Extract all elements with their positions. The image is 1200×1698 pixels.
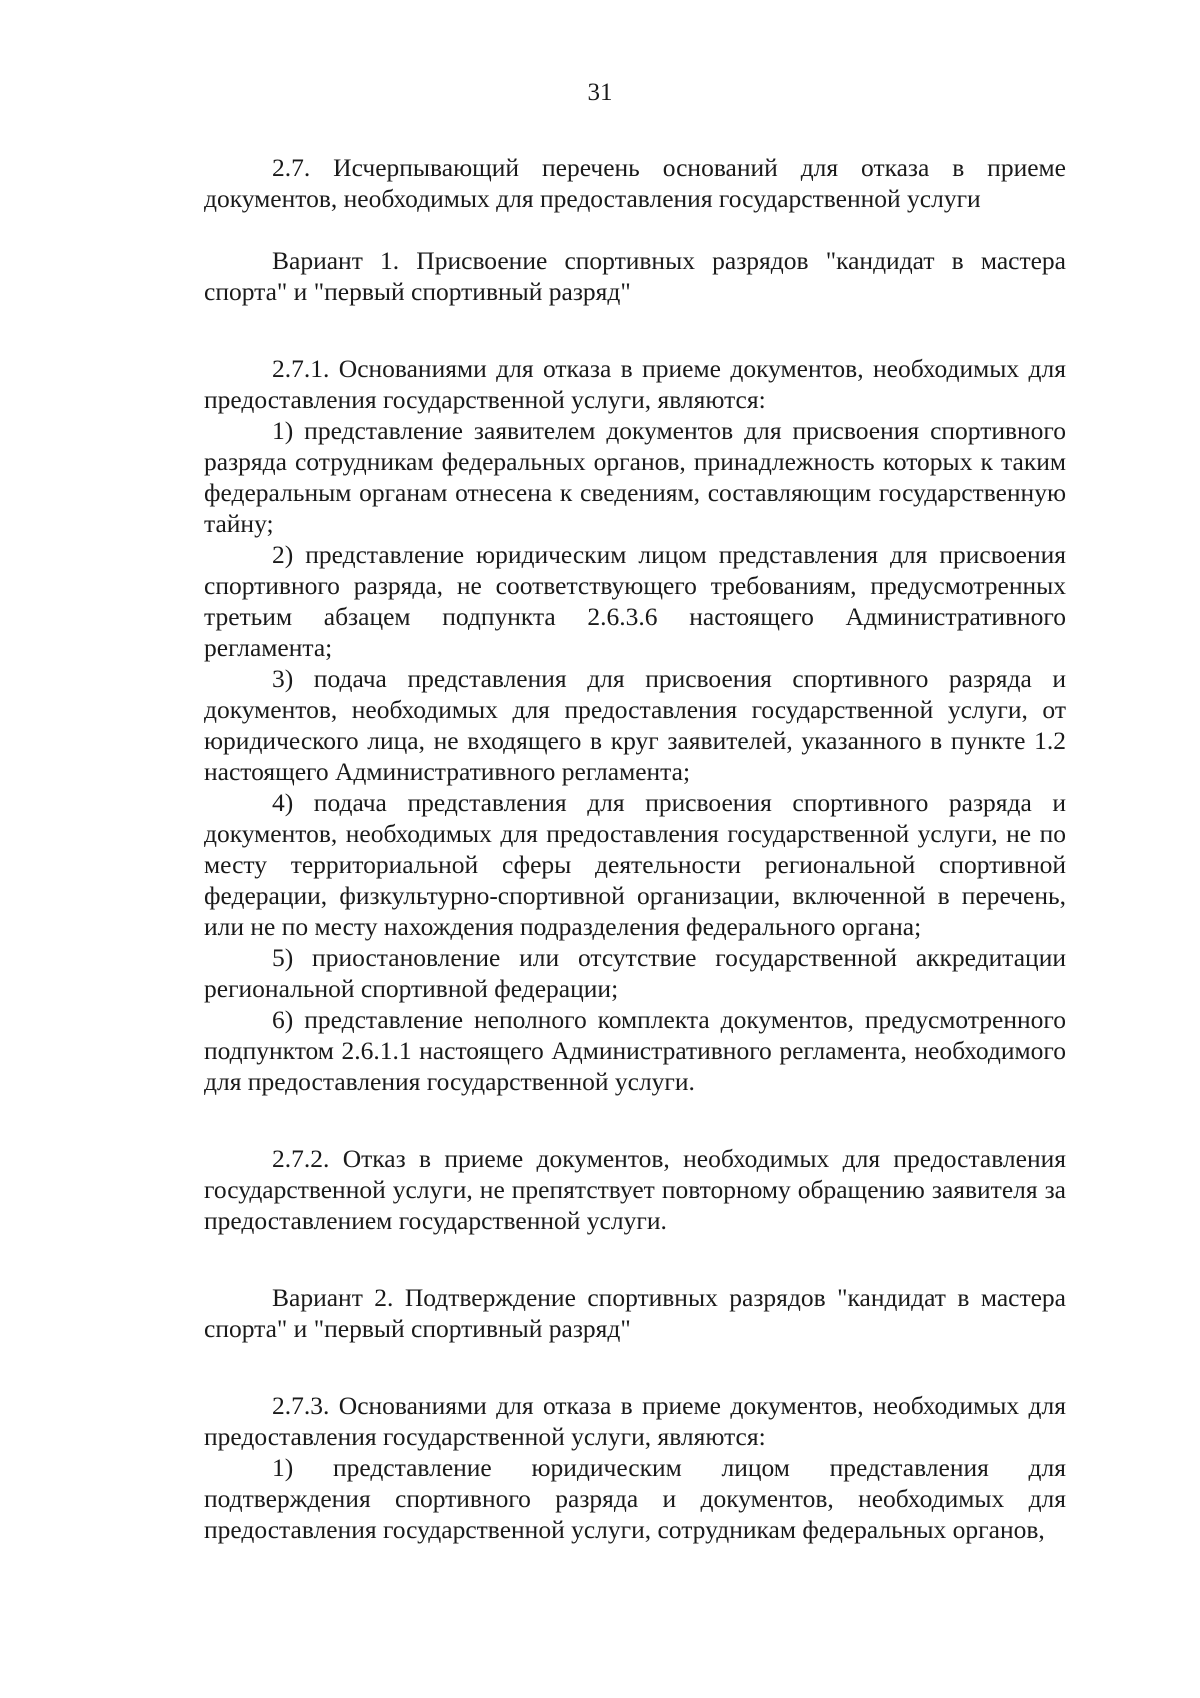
paragraph-2-7-1: 2.7.1. Основаниями для отказа в приеме документов, необходимых для предоставления государственной услуги, являются: xyxy=(204,354,1066,414)
list-item: 1) представление заявителем документов для присвоения спортивного разряда сотрудникам федеральных органов, принадлежность которых к таким федеральным органам отнесена к сведениям, составляющим государственную тайну; xyxy=(204,416,1066,538)
page-number: 31 xyxy=(587,79,613,106)
list-item: 1) представление юридическим лицом представления для подтверждения спортивного разряда и документов, необходимых для предоставления государственной услуги, сотрудникам федеральных органов, xyxy=(204,1453,1066,1544)
list-item: 4) подача представления для присвоения спортивного разряда и документов, необходимых для предоставления государственной услуги, не по месту территориальной сферы деятельности региональной спортивной федерации, физкультурно-спортивной организации, включенной в перечень, или не по месту нахождения подразделения федерального органа; xyxy=(204,788,1066,941)
section-heading: 2.7. Исчерпывающий перечень оснований для отказа в приеме документов, необходимых для предоставления государственной услуги xyxy=(204,153,1066,213)
list-item: 5) приостановление или отсутствие государственной аккредитации региональной спортивной федерации; xyxy=(204,943,1066,1003)
variant-1-title: Вариант 1. Присвоение спортивных разрядов "кандидат в мастера спорта" и "первый спортивный разряд" xyxy=(204,246,1066,306)
paragraph-2-7-2: 2.7.2. Отказ в приеме документов, необходимых для предоставления государственной услуги, не препятствует повторному обращению заявителя за предоставлением государственной услуги. xyxy=(204,1144,1066,1235)
document-body xyxy=(204,152,1066,1545)
paragraph-2-7-3: 2.7.3. Основаниями для отказа в приеме документов, необходимых для предоставления государственной услуги, являются: xyxy=(204,1391,1066,1451)
list-item: 2) представление юридическим лицом представления для присвоения спортивного разряда, не соответствующего требованиям, предусмотренных третьим абзацем подпункта 2.6.3.6 настоящего Административного регламента; xyxy=(204,540,1066,662)
variant-2-title: Вариант 2. Подтверждение спортивных разрядов "кандидат в мастера спорта" и "первый спортивный разряд" xyxy=(204,1283,1066,1343)
list-item: 3) подача представления для присвоения спортивного разряда и документов, необходимых для предоставления государственной услуги, от юридического лица, не входящего в круг заявителей, указанного в пункте 1.2 настоящего Административного регламента; xyxy=(204,664,1066,786)
list-item: 6) представление неполного комплекта документов, предусмотренного подпунктом 2.6.1.1 настоящего Административного регламента, необходимого для предоставления государственной услуги. xyxy=(204,1005,1066,1096)
